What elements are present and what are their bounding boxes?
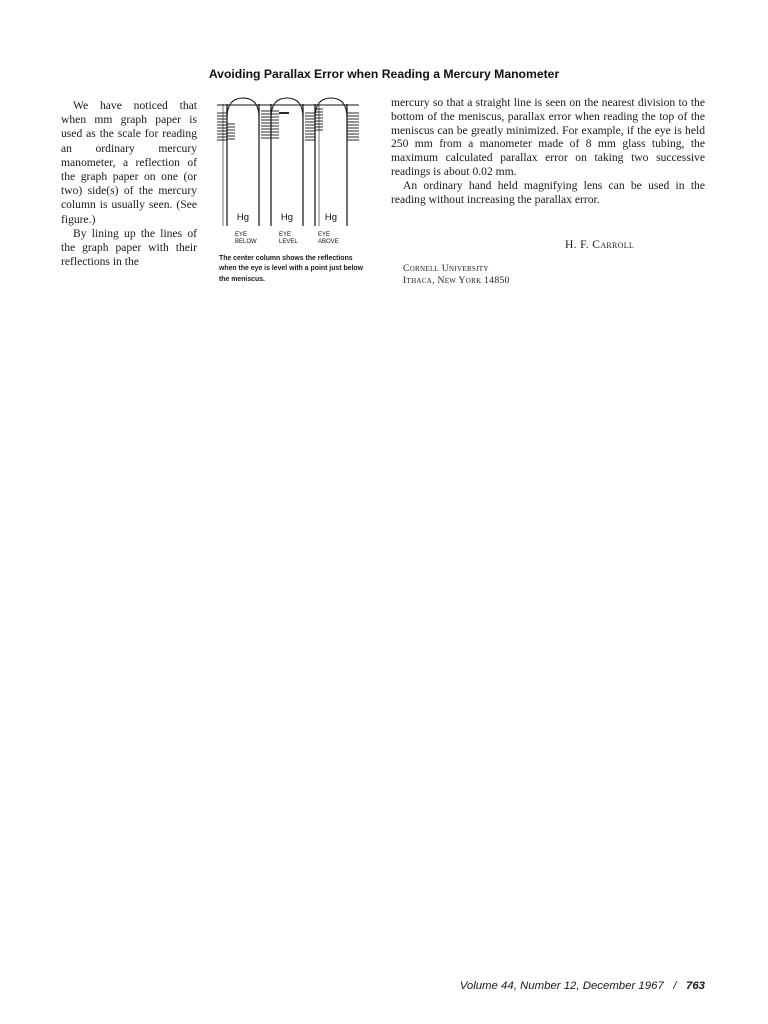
mercury-label: Hg [280, 212, 294, 223]
author-name: H. F. Carroll [565, 238, 635, 251]
eye-label-line2: BELOW [235, 239, 257, 245]
affiliation-institution: Cornell University [403, 263, 489, 274]
eye-label-line2: LEVEL [279, 239, 298, 245]
left-column [61, 99, 197, 269]
mercury-label: Hg [236, 212, 250, 223]
eye-label-line2: ABOVE [318, 239, 339, 245]
eye-label-line1: EYE [235, 232, 248, 238]
page-number: 763 [685, 980, 705, 992]
footer-separator: / [673, 980, 677, 992]
affiliation-location: Ithaca, New York 14850 [403, 275, 510, 286]
article-title: Avoiding Parallax Error when Reading a Mercury Manometer [208, 67, 560, 81]
body-paragraph: An ordinary hand held magnifying lens can be used in the reading without increasing the parallax error. [391, 178, 705, 206]
manometer-figure [217, 96, 359, 246]
body-paragraph: We have noticed that when mm graph paper is used as the scale for reading an ordinary mercury manometer, a reflection of the graph paper on one (or two) side(s) of the mercury column is usually seen. (See figure.) [61, 99, 197, 226]
eye-label-line1: EYE [318, 232, 331, 238]
figure-caption: The center column shows the reflections when the eye is level with a point just below the meniscus. [219, 255, 363, 283]
journal-citation: Volume 44, Number 12, December 1967 [459, 980, 664, 992]
body-paragraph: By lining up the lines of the graph paper with their reflections in the [61, 226, 197, 269]
right-column [391, 96, 705, 206]
page-footer [440, 980, 705, 992]
eye-label-line1: EYE [279, 232, 292, 238]
author-affiliation [403, 263, 603, 287]
body-paragraph: mercury so that a straight line is seen on the nearest division to the bottom of the meniscus, parallax error when reading the top of the meniscus can be greatly minimized. For example, if the eye is held 250 mm from a manometer made of 8 mm glass tubing, the maximum calculated parallax error on taking two successive readings is about 0.02 mm. [391, 96, 705, 178]
mercury-label: Hg [324, 212, 338, 223]
